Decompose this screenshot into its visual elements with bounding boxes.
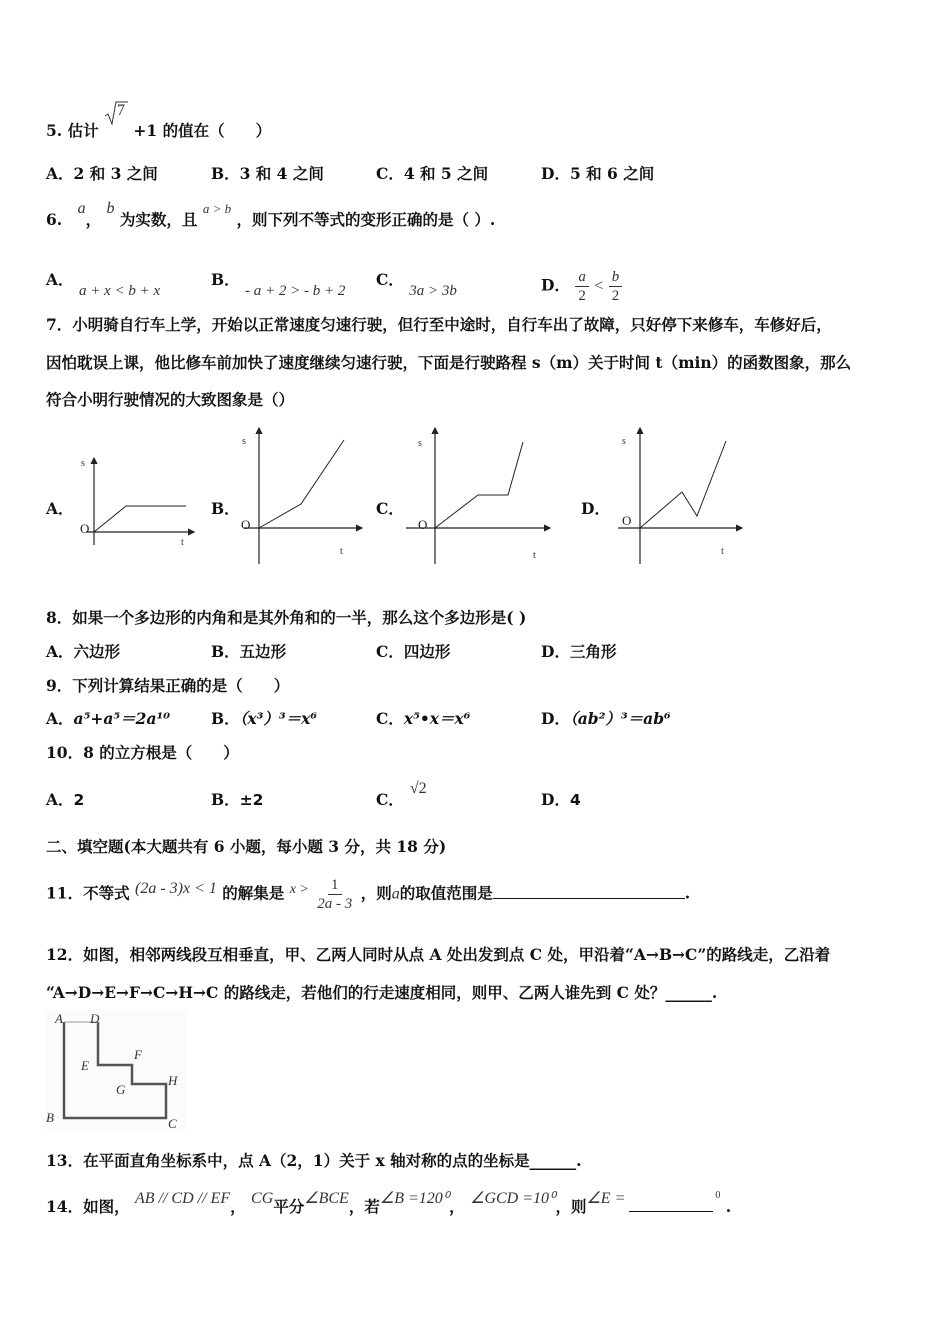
graph-b-origin: O [241, 517, 251, 532]
graph-a [72, 450, 202, 550]
graph-a-s-label: s [81, 458, 85, 469]
fraction-a-over-2: $\frac{a}{2}$ [575, 268, 589, 305]
q5-option-a: A．2 和 3 之间 [46, 164, 158, 183]
graph-d-curve [640, 441, 726, 528]
q6-mid: 为实数，且 [119, 210, 198, 229]
q10-option-c: C．√2 [376, 780, 427, 809]
q11-prefix: 11．不等式 [46, 883, 130, 903]
q14-then: ，则 [555, 1197, 587, 1216]
q14-comma-1: ， [230, 1197, 246, 1216]
q6-option-b-expr: - a + 2 > - b + 2 [245, 283, 346, 299]
q14-angle-bce: ∠BCE [304, 1190, 349, 1207]
q7-line-1: 7．小明骑自行车上学，开始以正常速度匀速行驶，但行至中途时，自行车出了故障，只好停下来修车，车修好后， [46, 315, 832, 334]
q8-option-a: A．六边形 [46, 642, 121, 661]
question-10: 10．8 的立方根是（ ） [46, 743, 239, 762]
question-14 [46, 1190, 732, 1217]
graph-c-t-label: t [533, 550, 536, 561]
section-2-heading: 二、填空题(本大题共有 6 小题，每小题 3 分，共 18 分) [46, 837, 447, 856]
q11-solution-fraction: $\frac{1}{2a - 3}$ [317, 877, 353, 912]
graph-a-curve [94, 506, 186, 532]
q5-option-b: B．3 和 4 之间 [211, 164, 324, 183]
q8-option-b: B．五边形 [211, 642, 287, 661]
q14-comma-2: ， [449, 1197, 465, 1216]
graph-b-s-label: s [242, 436, 246, 447]
q6-comma: ， [85, 210, 102, 229]
q14-bisect: 平分 [273, 1197, 305, 1216]
graph-c-curve [435, 442, 523, 528]
q8-option-d: D．三角形 [541, 642, 617, 661]
q12-figure [44, 1008, 189, 1132]
q5-number: 5. [46, 121, 63, 140]
q5-option-c: C．4 和 5 之间 [376, 164, 489, 183]
q11-solution-lhs: x > [289, 881, 309, 897]
q14-degree-mark: 0 [715, 1190, 721, 1201]
question-5 [46, 102, 272, 141]
q10-option-a: A．2 [46, 790, 85, 809]
q5-suffix: +1 的值在（ ） [133, 121, 272, 140]
q11-var-a: a [391, 885, 400, 903]
q10-option-d: D．4 [541, 790, 581, 809]
q11-suffix: 的取值范围是 [399, 883, 493, 903]
q6-number: 6. [46, 210, 63, 229]
point-f-label: F [134, 1047, 142, 1062]
point-a-label: A [55, 1011, 63, 1026]
graph-c-s-label: s [418, 438, 422, 449]
point-g-label: G [116, 1082, 126, 1097]
q9-option-d: D．（ab²）³＝ab⁶ [541, 709, 671, 728]
q7-option-c-label: C． [376, 499, 404, 518]
question-13: 13．在平面直角坐标系中，点 A（2，1）关于 x 轴对称的点的坐标是______. [46, 1151, 582, 1170]
var-a: a [77, 200, 86, 217]
q7-option-b-label: B． [211, 499, 240, 518]
graph-d-origin: O [622, 513, 632, 528]
less-than-sign: < [594, 277, 604, 295]
q5-prefix: 估计 [67, 121, 99, 140]
sqrt-7-expression [104, 102, 128, 134]
point-d-label: D [90, 1011, 100, 1026]
q7-line-3: 符合小明行驶情况的大致图象是（） [46, 390, 295, 409]
q6-suffix: ，则下列不等式的变形正确的是（ ）. [236, 210, 496, 229]
q6-condition: a > b [202, 201, 232, 216]
radicand: 7 [117, 102, 126, 119]
graph-c [400, 422, 555, 567]
q14-answer-blank[interactable] [629, 1211, 713, 1212]
q7-line-2: 因怕耽误上课，他比修车前加快了速度继续匀速行驶，下面是行驶路程 s（m）关于时间 t（min）的函数图象，那么 [46, 353, 852, 372]
q6-option-c-expr: 3a > 3b [409, 283, 457, 299]
q11-inequality: (2a - 3)x < 1 [134, 879, 217, 897]
graph-b-curve [259, 440, 344, 528]
q8-option-c: C．四边形 [376, 642, 451, 661]
q14-angle-b: ∠B =120⁰ [379, 1190, 450, 1207]
q6-option-b: B． - a + 2 > - b + 2 [211, 270, 346, 299]
graph-d-s-label: s [622, 436, 626, 447]
q6-option-c: C． 3a > 3b [376, 270, 457, 299]
graph-d [608, 422, 748, 567]
q9-option-a: A．a⁵+a⁵＝2a¹⁰ [46, 709, 171, 728]
q14-if: ，若 [348, 1197, 380, 1216]
question-8: 8．如果一个多边形的内角和是其外角和的一半，那么这个多边形是( ) [46, 608, 527, 627]
q7-option-d-label: D． [581, 499, 610, 518]
q14-angle-e: ∠E = [586, 1190, 626, 1207]
graph-d-t-label: t [721, 546, 724, 557]
q6-option-d: D． $\frac{a}{2}$ < $\frac{b}{2}$ [541, 268, 622, 305]
q14-end: . [725, 1197, 732, 1216]
var-b: b [106, 200, 115, 217]
q11-mid: 的解集是 [222, 883, 285, 903]
graph-a-origin: O [80, 521, 90, 536]
point-b-label: B [46, 1110, 54, 1125]
q11-answer-blank[interactable] [493, 898, 685, 899]
q6-option-a: A． a + x < b + x [46, 270, 161, 299]
question-9: 9．下列计算结果正确的是（ ） [46, 676, 290, 695]
q9-option-c: C．x⁵•x＝x⁶ [376, 709, 471, 728]
point-h-label: H [168, 1073, 178, 1088]
q5-option-d: D．5 和 6 之间 [541, 164, 655, 183]
q14-segment-cg: CG [251, 1190, 274, 1207]
graph-b-t-label: t [340, 546, 343, 557]
fraction-b-over-2: $\frac{b}{2}$ [609, 268, 623, 305]
q11-then: ，则 [360, 883, 392, 903]
question-11 [46, 876, 690, 913]
q6-option-a-expr: a + x < b + x [78, 283, 161, 299]
point-e-label: E [81, 1058, 89, 1073]
sqrt-2-expression: √2 [409, 780, 427, 797]
point-c-label: C [168, 1116, 177, 1131]
q12-line-1: 12．如图，相邻两线段互相垂直，甲、乙两人同时从点 A 处出发到点 C 处，甲沿着“A→B→C”的路线走，乙沿着 [46, 945, 831, 964]
q14-parallel-lines: AB // CD // EF [134, 1190, 231, 1207]
q7-option-a-label: A． [46, 499, 74, 518]
q10-option-b: B．±2 [211, 790, 264, 809]
question-6 [46, 200, 496, 230]
q12-line-2: “A→D→E→F→C→H→C 的路线走，若他们的行走速度相同，则甲、乙两人谁先到 C 处？______. [46, 983, 718, 1002]
q14-prefix: 14．如图， [46, 1197, 130, 1216]
q9-option-b: B．（x³）³＝x⁶ [211, 709, 318, 728]
q11-end: . [684, 883, 691, 903]
graph-b [236, 422, 366, 567]
graph-a-t-label: t [181, 537, 184, 548]
q14-angle-gcd: ∠GCD =10⁰ [470, 1190, 556, 1207]
graph-c-origin: O [418, 517, 428, 532]
